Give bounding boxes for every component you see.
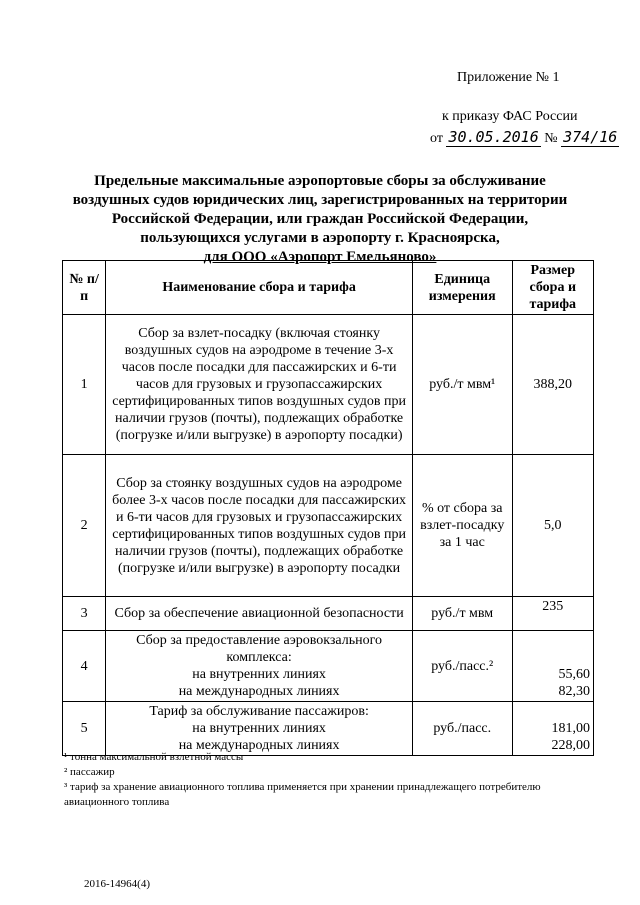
header-name: Наименование сбора и тарифа <box>106 261 413 315</box>
footnote: ¹ тонна максимальной взлетной массы <box>64 751 244 763</box>
table-row <box>63 315 594 455</box>
row-num: 1 <box>63 315 106 455</box>
order-reference: к приказу ФАС России <box>442 109 578 124</box>
footnote: ² пассажир <box>64 766 115 778</box>
header-num: № п/п <box>63 261 106 315</box>
row-name: Сбор за взлет-посадку (включая стоянку воздушных судов на аэродроме в течение 3-х часов после посадки для пассажирских и 6-ти часов для грузовых и грузопассажирских сертифицированных типов воздушных судов при наличии грузов (почты), подлежащих обработке (погрузке и/или выгрузке) в аэропорту посадки) <box>106 315 413 455</box>
footnote: ³ тариф за хранение авиационного топлива применяется при хранении принадлежащего потребителю авиационного топлива <box>64 781 541 808</box>
row-value: 388,20 <box>512 315 593 455</box>
title-line: Российской Федерации, или граждан Российской Федерации, <box>111 211 529 227</box>
row-unit: руб./т мвм <box>412 597 512 631</box>
row-unit: % от сбора за взлет-посадку за 1 час <box>412 455 512 597</box>
row-value <box>512 702 593 756</box>
row-subitem: на международных линиях <box>178 684 340 699</box>
table-header-row <box>63 261 594 315</box>
table-row <box>63 631 594 702</box>
document-title <box>40 172 600 267</box>
row-name-title: Сбор за предоставление аэровокзального комплекса: <box>136 633 383 665</box>
row-value <box>512 631 593 702</box>
order-date: 30.05.2016 <box>448 128 539 146</box>
row-name <box>106 631 413 702</box>
row-value-international: 228,00 <box>551 738 590 753</box>
row-name-title: Тариф за обслуживание пассажиров: <box>149 704 369 719</box>
order-date-line <box>430 128 619 147</box>
row-num: 4 <box>63 631 106 702</box>
title-operator: для ООО «Аэропорт Емельяново» <box>203 249 437 265</box>
row-value: 5,0 <box>512 455 593 597</box>
row-subitem: на внутренних линиях <box>192 667 326 682</box>
row-value-international: 82,30 <box>558 684 590 699</box>
row-name: Сбор за стоянку воздушных судов на аэродроме более 3-х часов после посадки для пассажирских и 6-ти часов для грузовых и грузопассажирских сертифицированных типов воздушных судов при наличии грузов (почты), подлежащих обработке (погрузке и/или выгрузке) в аэропорту посадки <box>106 455 413 597</box>
row-value-domestic: 55,60 <box>558 667 590 682</box>
row-name: Сбор за обеспечение авиационной безопасности <box>106 597 413 631</box>
row-num: 5 <box>63 702 106 756</box>
tariff-table <box>62 260 594 756</box>
row-unit: руб./т мвм¹ <box>412 315 512 455</box>
appendix-title: Приложение № 1 <box>457 70 560 85</box>
header-value: Размер сбора и тарифа <box>512 261 593 315</box>
row-unit: руб./пасс. <box>412 702 512 756</box>
header-unit: Единица измерения <box>412 261 512 315</box>
title-line: воздушных судов юридических лиц, зарегистрированных на территории <box>72 192 568 208</box>
document-code: 2016-14964(4) <box>84 878 150 890</box>
title-line: пользующихся услугами в аэропорту г. Красноярска, <box>140 230 500 246</box>
title-line: Предельные максимальные аэропортовые сборы за обслуживание <box>94 173 546 189</box>
table-row <box>63 702 594 756</box>
from-label: от <box>430 131 443 146</box>
table-row <box>63 597 594 631</box>
row-value-domestic: 181,00 <box>551 721 590 736</box>
footnotes <box>64 750 584 810</box>
row-value: 235 <box>512 597 593 631</box>
row-unit: руб./пасс.² <box>412 631 512 702</box>
number-label: № <box>544 131 558 146</box>
row-subitem: на внутренних линиях <box>192 721 326 736</box>
table-row <box>63 455 594 597</box>
row-subitem: на международных линиях <box>178 738 340 753</box>
row-num: 3 <box>63 597 106 631</box>
order-number: 374/16 <box>563 128 618 146</box>
row-num: 2 <box>63 455 106 597</box>
row-name <box>106 702 413 756</box>
